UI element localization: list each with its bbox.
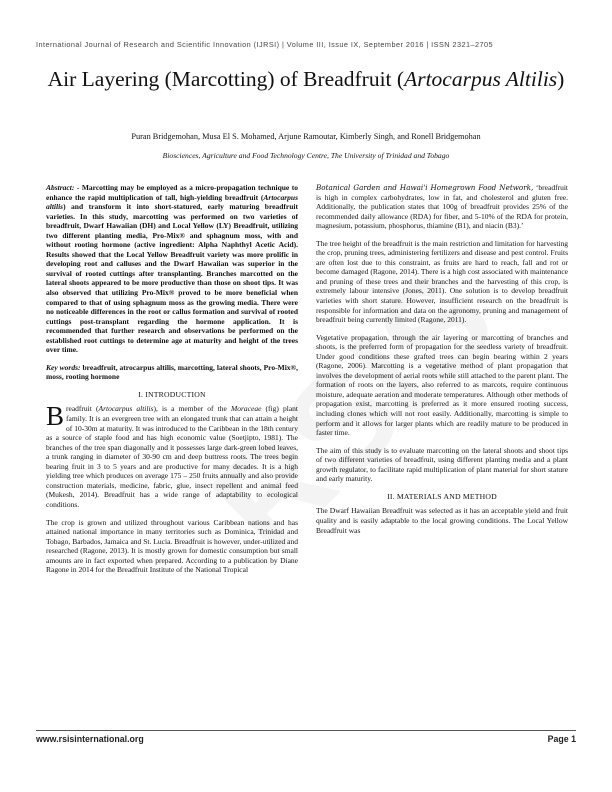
intro-paragraph-1 bbox=[46, 401, 299, 509]
title-italic: Artocarpus Altilis bbox=[404, 67, 558, 91]
left-column bbox=[46, 183, 298, 583]
right-paragraph-0 bbox=[316, 183, 568, 231]
methods-heading: II. MATERIALS AND METHOD bbox=[387, 491, 497, 501]
title-main: Air Layering (Marcotting) of Breadfruit ( bbox=[47, 67, 405, 91]
intro-p1-b: ), is a member of the bbox=[153, 404, 231, 414]
right-paragraph-2: Vegetative propagation, through the air layering or marcotting of branches and shoots, is the preferred form of propagation for the seedless variety of breadfruit. Under good conditions these grafted trees can begin bearing within 2 years (Ragone, 2006). Marcotting is a vegetative method of plant propagation that involves the development of aerial roots while still attached to the parent plant. The formation of roots on the layers, also referred to as marcots, require continuous moisture, adequate aeration and moderate temperatures. Although other methods of propagation exist, marcotting is preferred as it more ensured rooting success, including clones which will not root easily. Additionally, marcotting is simple to perform and it allows for larger plants which are readily mature to be produced in faster time. bbox=[316, 332, 568, 438]
intro-p1-italic-2: Moraceae bbox=[231, 404, 262, 414]
abstract-text-2: ) and transform it into short-statured, early maturing breadfruit varieties. In this study, marcotting was performed on two varieties of breadfruit, Dwarf Hawaiian (DH) and Local Yellow (LY) Breadfruit, utilizing two different planting media, Pro-Mix® and sphagnum moss, with and without rooting hormone (active ingredient: Alpha Naphthyl Acetic Acid). Results showed that the Local Yellow Breadfruit variety was more prolific in developing root and calluses and the Dwarf Hawaiian was superior in the survival of rooted cuttings after transplanting. Branches marcotted on the lateral shoots appeared to be more productive than those on shoot tips. It was also observed that utilizing Pro-Mix® proved to be more beneficial when compared to that of using sphagnum moss as the growing media. There were no noticeable differences in the root or callus formation and survival of rooted cuttings post-transplant regarding the hormone application. It is recommended that further research and observations be performed on the established root cuttings to determine age at maturity and height of the trees over time. bbox=[46, 202, 298, 355]
keywords-text: breadfruit, atrocarpus altilis, marcotting, lateral shoots, Pro-Mix®, moss, rooting hormone bbox=[46, 362, 299, 382]
keywords bbox=[46, 363, 298, 382]
abstract-italic: Artocarpus altilis bbox=[46, 192, 298, 212]
drop-cap: B bbox=[46, 401, 65, 432]
journal-header: International Journal of Research and Scientific Innovation (IJRSI) | Volume III, Issue IX, September 2016 | ISSN 2321–2705 bbox=[36, 40, 494, 49]
footer-page-number: Page 1 bbox=[547, 734, 576, 744]
right-p0-rest: ‘breadfruit is high in complex carbohydrates, low in fat, and cholesterol and gluten free. Additionally, the publication states that 100g of breadfruit provides 25% of the recommended daily allowance (RDA) for fiber, and 5-10% of the RDA for protein, magnesium, potassium, phosphorus, thiamine (B1), and niacin (B3).’ bbox=[316, 183, 568, 231]
keywords-label: Key words: bbox=[46, 362, 81, 372]
right-paragraph-1: The tree height of the breadfruit is the main restriction and limitation for harvesting the crop, pruning trees, administering fertilizers and disease and pest control. Fruits are often lost due to this constraint, as fruits are hard to reach, fall and rot or become damaged (Ragone, 2014). There is a high cost associated with maintenance and pruning of these trees and their branches and the harvesting of this crop, is extremely labour intensive (Jones, 2011). One solution is to develop breadfruit varieties with short stature. However, insufficient research on the breadfruit is responsible for information and data on the agronomy, pruning and management of breadfruit being currently limited (Ragone, 2011). bbox=[316, 238, 568, 325]
abstract bbox=[46, 183, 298, 355]
handwritten-phrase: Botanical Garden and Hawai'i Homegrown Food Network, bbox=[316, 183, 534, 192]
intro-paragraph-2: The crop is grown and utilized throughout various Caribbean nations and has attained national importance in many territories such as Dominica, Trinidad and Tobago, Barbados, Jamaica and St. Lucia. Breadfruit is however, under-utilized and researched (Ragone, 2013). It is mostly grown for domestic consumption but small amounts are in fact exported when prepared. According to a publication by Diane Ragone in 2014 for the Breadfruit Institute of the National Tropical bbox=[46, 517, 298, 575]
intro-p1-italic-1: Artocarpus altilis bbox=[98, 404, 154, 414]
affiliation: Biosciences, Agriculture and Food Technology Centre, The University of Trinidad and Tobago bbox=[162, 151, 450, 160]
footer-divider bbox=[36, 730, 576, 731]
title-close: ) bbox=[557, 67, 565, 91]
footer-website: www.rsisinternational.org bbox=[36, 734, 144, 744]
right-paragraph-3: The aim of this study is to evaluate marcotting on the lateral shoots and shoot tips of two different varieties of breadfruit, using different planting media and a plant growth regulator, to facilitate rapid multiplication of plant material for short stature and early maturity. bbox=[316, 445, 568, 484]
intro-p1-c: (fig) plant family. It is an evergreen tree with an elongated trunk that can attain a height of 10-30m at maturity. It was introduced to the Caribbean in the 18th century as a source of staple food and has high economic value (Soetjipto, 1981). The branches of the tree span diagonally and it possesses large dark-green lobed leaves, a trunk ranging in diameter of 30-90 cm and deep buttress roots. The trees begin bearing fruit in 3 to 5 years and are productive for many decades. It is a high yielding tree which produces on average 175 – 250 fruits annually and also provide construction materials, medicine, fabric, glue, insect repellent and animal feed (Mukesh, 2014). Breadfruit has a wide range of adaptability to ecological conditions. bbox=[46, 404, 299, 509]
paper-title bbox=[46, 66, 566, 93]
authors: Puran Bridgemohan, Musa El S. Mohamed, Arjune Ramoutar, Kimberly Singh, and Ronell Bridgemohan bbox=[131, 132, 481, 141]
right-paragraph-4: The Dwarf Hawaiian Breadfruit was selected as it has an acceptable yield and fruit quality and is easily adaptable to the local growing conditions. The Local Yellow Breadfruit was bbox=[316, 506, 568, 535]
abstract-text-1: Marcotting may be employed as a micro-propagation technique to enhance the rapid multiplication of tall, high-yielding breadfruit ( bbox=[46, 183, 298, 202]
abstract-label: Abstract: - bbox=[46, 183, 80, 192]
right-column bbox=[316, 183, 568, 543]
intro-p1-a: readfruit ( bbox=[66, 404, 99, 414]
intro-heading: I. INTRODUCTION bbox=[138, 389, 206, 399]
